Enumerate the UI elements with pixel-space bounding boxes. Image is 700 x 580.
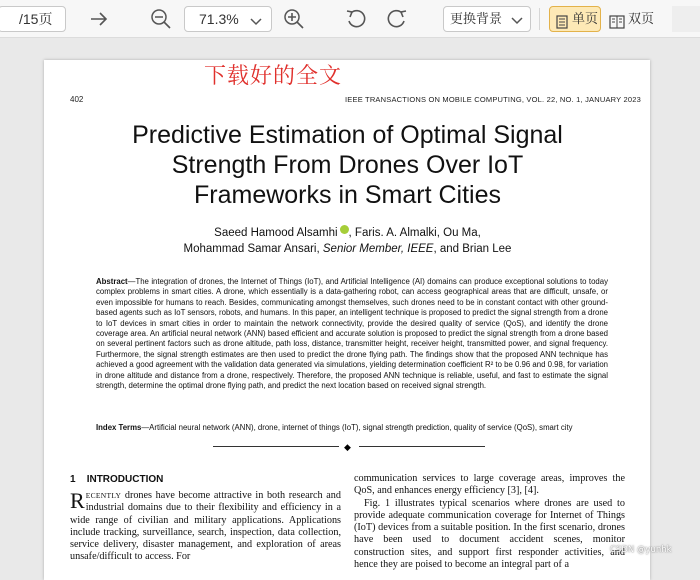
- paragraph-text: drones have become attractive in both research and industrial domains due to their flexibility and efficiency in a wide range of civilian and military applications. Applications include tracking, surveillance, search, inspection, data collection, service delivery, disaster management, and exploration of areas unsafe/difficult to access. For: [70, 490, 341, 563]
- author-names: , Faris. A. Almalki, Ou Ma,: [348, 227, 481, 239]
- paragraph-text: communication services to large coverage areas, improves the QoS, and enhances energy efficiency [3], [4].: [354, 473, 625, 497]
- paper-title: [60, 120, 635, 210]
- zoom-out-icon[interactable]: [148, 6, 174, 32]
- author-name: Saeed Hamood Alsamhi: [214, 227, 338, 239]
- abstract: [96, 277, 608, 391]
- double-page-label: 双页: [628, 11, 655, 26]
- rotate-left-icon[interactable]: [343, 6, 369, 32]
- background-select-label: 更换背景: [450, 11, 503, 26]
- page-total-label: /15页: [19, 11, 53, 27]
- double-page-icon: [609, 12, 625, 38]
- section-heading: [70, 474, 163, 485]
- author-affiliation: Senior Member, IEEE: [322, 243, 434, 255]
- chevron-down-icon: [510, 12, 524, 36]
- journal-header: IEEE TRANSACTIONS ON MOBILE COMPUTING, VOL. 22, NO. 1, JANUARY 2023: [345, 95, 641, 104]
- author-list: [60, 225, 635, 257]
- pdf-toolbar: [0, 0, 700, 38]
- page-number: 402: [70, 95, 84, 104]
- background-select[interactable]: [443, 6, 531, 32]
- section-divider-ornament: [213, 442, 485, 452]
- index-terms-text: —Artificial neural network (ANN), drone, internet of things (IoT), signal strength prediction, quality of service (QoS), smart city: [141, 423, 573, 432]
- index-terms-label: Index Terms: [96, 423, 142, 432]
- section-number: 1: [70, 474, 76, 485]
- index-terms: [96, 423, 621, 432]
- rotate-right-icon[interactable]: [384, 6, 410, 32]
- paragraph-text: Fig. 1 illustrates typical scenarios where drones are used to provide adequate communication coverage for Internet of Things (IoT) devices from a suitable position. In the first scenario, drones have been used to document accident scenes, monitor construction sites, and support first responder activities, and hence they are poised to become an integral part of a: [354, 497, 625, 571]
- title-line: Frameworks in Smart Cities: [194, 181, 501, 209]
- annotation-overlay-text: 下载好的全文: [204, 64, 343, 89]
- page-number-field[interactable]: [0, 6, 66, 32]
- body-column-right: [354, 473, 625, 571]
- diamond-icon: ◆: [344, 442, 351, 452]
- drop-cap: R: [70, 488, 85, 513]
- toolbar-divider: [539, 8, 540, 30]
- abstract-label: Abstract: [96, 277, 128, 286]
- watermark: CSDN @yunhk: [610, 545, 672, 555]
- chevron-down-icon: [249, 12, 263, 36]
- small-caps-word: ECENTLY: [85, 491, 122, 500]
- title-line: Strength From Drones Over IoT: [171, 151, 524, 179]
- double-page-button[interactable]: [604, 6, 656, 32]
- single-page-button[interactable]: [549, 6, 601, 32]
- toolbar-edge: [672, 6, 700, 32]
- body-column-left: [70, 490, 341, 564]
- section-title-initial: I: [86, 474, 90, 485]
- section-title-rest: NTRODUCTION: [89, 474, 164, 485]
- author-names: Mohammad Samar Ansari,: [183, 243, 323, 255]
- zoom-value: 71.3%: [199, 11, 239, 27]
- orcid-icon[interactable]: [340, 225, 349, 234]
- zoom-select[interactable]: [184, 6, 272, 32]
- author-names: , and Brian Lee: [433, 243, 512, 255]
- single-page-label: 单页: [572, 11, 599, 26]
- zoom-in-icon[interactable]: [281, 6, 307, 32]
- single-page-icon: [555, 13, 569, 37]
- abstract-text: —The integration of drones, the Internet of Things (IoT), and Artificial Intelligence (AI) domains can produce exceptional solutions to today complex problems in smart cities. A drone, which essentially is a data-gathering robot, can access geographical areas that are difficult, unsafe, or even impossible for humans to reach. Besides, communicating amongst themselves, such drones need to be in constant contact with other ground-based agents such as IoT sensors, robots, and humans. In this paper, an intelligent technique is proposed to predict the signal strength from a drone to IoT devices in smart cities in order to maintain the network connectivity, provide the desired quality of service (QoS), and identify the drone coverage area. An artificial neural network (ANN) based efficient and accurate solution is proposed to predict the signal strength from a drone based on several pertinent factors such as drone altitude, path loss, distance, transmitter height, receiver height, transmitted power, and signal frequency. Furthermore, the signal strength estimates are then used to predict the drone flying path. The findings show that the proposed ANN technique has achieved a good agreement with the validation data generated via simulations, yielding determination coefficient R² to be 0.96 and 0.98, for variation in drone altitude and distance from a drone, respectively. Therefore, the proposed ANN technique is reliable, useful, and fast to estimate the signal strength, determine the optimal drone flying path, and predict the next location based on received signal strength.: [96, 277, 608, 391]
- title-line: Predictive Estimation of Optimal Signal: [132, 121, 563, 149]
- next-page-arrow-icon[interactable]: [86, 6, 112, 32]
